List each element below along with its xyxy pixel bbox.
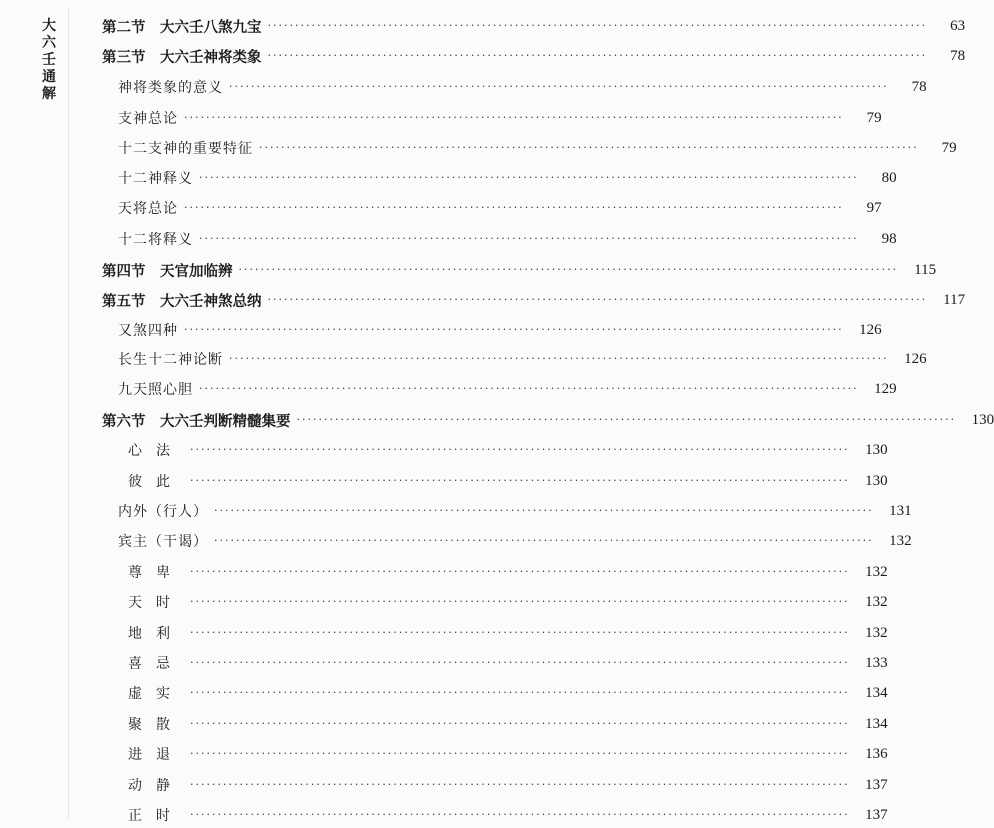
toc-entry-title: 宾主（干谒） — [118, 534, 208, 550]
toc-page-number: 137 — [865, 776, 888, 793]
toc-entry[interactable] — [118, 136, 957, 160]
toc-entry[interactable] — [128, 651, 888, 675]
toc-entry-title: 第四节 天官加临辨 — [102, 263, 233, 280]
toc-entry-title: 动静 — [128, 778, 184, 794]
toc-entry[interactable] — [128, 590, 888, 614]
toc-entry-title: 长生十二神论断 — [118, 352, 223, 368]
dot-leader: ························································································································ — [267, 19, 928, 32]
toc-entry[interactable] — [118, 318, 882, 342]
dot-leader: ························································································································ — [190, 626, 850, 639]
dot-leader: ························································································································ — [190, 443, 850, 456]
toc-section[interactable] — [102, 258, 937, 282]
toc-page-number: 130 — [971, 411, 994, 428]
dot-leader: ························································································································ — [190, 717, 850, 730]
toc-entry[interactable] — [118, 106, 882, 130]
dot-leader: ························································································································ — [296, 413, 957, 426]
toc-entry[interactable] — [128, 742, 888, 766]
toc-page-number: 134 — [865, 684, 888, 701]
dot-leader: ························································································································ — [184, 323, 844, 336]
toc-entry[interactable] — [128, 469, 888, 493]
toc-entry-title: 天将总论 — [118, 201, 178, 217]
toc-page-number: 63 — [950, 17, 966, 34]
toc-page-number: 132 — [865, 624, 888, 641]
toc-entry[interactable] — [118, 347, 927, 371]
toc-entry-title: 十二支神的重要特征 — [118, 141, 253, 157]
dot-leader: ························································································································ — [190, 656, 850, 669]
toc-page-number: 129 — [874, 380, 897, 397]
toc-entry-title: 九天照心胆 — [118, 382, 193, 398]
dot-leader: ························································································································ — [184, 201, 844, 214]
toc-page-number: 137 — [865, 806, 888, 823]
toc-section[interactable] — [102, 288, 966, 312]
toc-entry-title: 神将类象的意义 — [118, 80, 223, 96]
dot-leader: ························································································································ — [190, 595, 850, 608]
dot-leader: ························································································································ — [199, 382, 859, 395]
toc-entry-title: 内外（行人） — [118, 504, 208, 520]
toc-entry-title: 虚实 — [128, 686, 184, 702]
toc-entry[interactable] — [128, 712, 888, 736]
toc-page-number: 136 — [865, 745, 888, 762]
dot-leader: ························································································································ — [199, 232, 859, 245]
toc-entry[interactable] — [128, 773, 888, 797]
dot-leader: ························································································································ — [238, 263, 899, 276]
toc-page-number: 78 — [911, 78, 927, 95]
toc-page-number: 132 — [865, 593, 888, 610]
toc-entry-title: 尊卑 — [128, 565, 184, 581]
toc-entry[interactable] — [128, 803, 888, 827]
toc-section[interactable] — [102, 14, 966, 38]
toc-entry-title: 第二节 大六壬八煞九宝 — [102, 19, 262, 36]
toc-entry-title: 第六节 大六壬判断精髓集要 — [102, 413, 291, 430]
dot-leader: ························································································································ — [190, 747, 850, 760]
dot-leader: ························································································································ — [267, 293, 928, 306]
toc-page-number: 97 — [866, 199, 882, 216]
toc-entry-title: 又煞四种 — [118, 323, 178, 339]
toc-section[interactable] — [102, 44, 966, 68]
toc-entry-title: 支神总论 — [118, 111, 178, 127]
toc-entry[interactable] — [118, 227, 897, 251]
toc-page-number: 130 — [865, 472, 888, 489]
toc-entry-title: 第三节 大六壬神将类象 — [102, 49, 262, 66]
toc-page-number: 126 — [904, 350, 927, 367]
toc-entry[interactable] — [128, 681, 888, 705]
toc-entry-title: 聚散 — [128, 717, 184, 733]
toc-page-number: 80 — [881, 169, 897, 186]
dot-leader: ························································································································ — [267, 49, 928, 62]
toc-page-number: 117 — [943, 291, 966, 308]
toc-entry-title: 第五节 大六壬神煞总纳 — [102, 293, 262, 310]
toc-entry-title: 正时 — [128, 808, 184, 824]
toc-page-number: 130 — [865, 441, 888, 458]
toc-entry[interactable] — [118, 75, 927, 99]
toc-entry-title: 彼此 — [128, 474, 184, 490]
toc-entry-title: 进退 — [128, 747, 184, 763]
toc-entry[interactable] — [118, 377, 897, 401]
toc-page-number: 79 — [941, 139, 957, 156]
toc-page-number: 131 — [889, 502, 912, 519]
dot-leader: ························································································································ — [214, 534, 874, 547]
dot-leader: ························································································································ — [190, 808, 850, 821]
toc-entry[interactable] — [118, 499, 912, 523]
toc-entry-title: 心法 — [128, 443, 184, 459]
dot-leader: ························································································································ — [184, 111, 844, 124]
dot-leader: ························································································································ — [190, 686, 850, 699]
toc-page-number: 132 — [889, 532, 912, 549]
toc-entry-title: 十二将释义 — [118, 232, 193, 248]
dot-leader: ························································································································ — [229, 80, 889, 93]
running-head: 大六壬通解 — [42, 18, 56, 102]
toc-page-number: 134 — [865, 715, 888, 732]
dot-leader: ························································································································ — [190, 778, 850, 791]
dot-leader: ························································································································ — [259, 141, 919, 154]
dot-leader: ························································································································ — [229, 352, 889, 365]
toc-entry[interactable] — [128, 560, 888, 584]
toc-page-number: 132 — [865, 563, 888, 580]
toc-page-number: 78 — [950, 47, 966, 64]
dot-leader: ························································································································ — [199, 171, 859, 184]
toc-page-number: 126 — [859, 321, 882, 338]
toc-entry[interactable] — [118, 196, 882, 220]
toc-section[interactable] — [102, 408, 994, 432]
toc-entry-title: 地利 — [128, 626, 184, 642]
toc-entry[interactable] — [118, 166, 897, 190]
toc-page-number: 133 — [865, 654, 888, 671]
dot-leader: ························································································································ — [214, 504, 874, 517]
toc-entry[interactable] — [128, 438, 888, 462]
toc-entry[interactable] — [118, 529, 912, 553]
toc-page-number: 98 — [881, 230, 897, 247]
toc-entry-title: 喜忌 — [128, 656, 184, 672]
toc-entry[interactable] — [128, 621, 888, 645]
toc-page-number: 115 — [914, 261, 937, 278]
toc-page-number: 79 — [866, 109, 882, 126]
dot-leader: ························································································································ — [190, 565, 850, 578]
toc-entry-title: 天时 — [128, 595, 184, 611]
dot-leader: ························································································································ — [190, 474, 850, 487]
toc-entry-title: 十二神释义 — [118, 171, 193, 187]
